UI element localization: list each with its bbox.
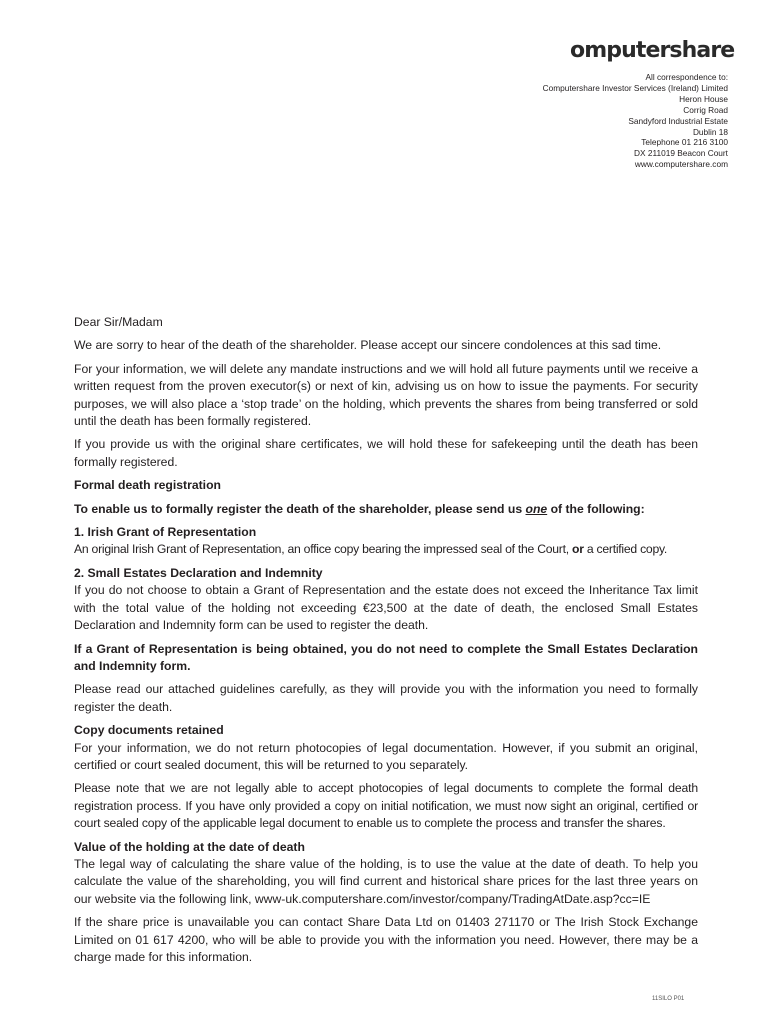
- grant-text-post: a certified copy.: [583, 542, 668, 557]
- paragraph-small-estates: If you do not choose to obtain a Grant of Representation and the estate does not exceed the Inheritance Tax limit with the total value of the holding not exceeding €23,500 at the date of death, the enclosed Small Estates Declaration and Indemnity form can be used to register the death.: [74, 583, 698, 633]
- heading-irish-grant: 1. Irish Grant of Representation: [74, 525, 257, 540]
- salutation: Dear Sir/Madam: [74, 315, 163, 329]
- paragraph-mandate: For your information, we will delete any mandate instructions and we will hold all future payments until we receive a written request from the proven executor(s) or next of kin, advising us on how to issue the payments. For security purposes, we will also place a ‘stop trade’ on the holding, which prevents the shares from being transferred or sold until the death has been formally registered.: [74, 361, 698, 429]
- computershare-logo: [570, 36, 735, 66]
- address-line: Heron House: [679, 93, 728, 104]
- heading-small-estates: 2. Small Estates Declaration and Indemnity: [74, 565, 323, 580]
- letter-body: [74, 314, 698, 972]
- address-line: DX 211019 Beacon Court: [634, 148, 728, 159]
- address-line: Telephone 01 216 3100: [641, 137, 728, 148]
- paragraph-holding-value: The legal way of calculating the share value of the holding, is to use the value at the date of death. To help you calculate the value of the shareholding, you will find current and historical share prices for the last three years on our website via the following link, www-uk.computershare.com/investor/company/TradingAtDate.asp?cc=IE: [74, 856, 698, 906]
- enable-text-emphasis: one: [525, 501, 548, 516]
- address-line: www.computershare.com: [634, 159, 728, 170]
- address-line: Sandyford Industrial Estate: [628, 115, 728, 126]
- paragraph-guidelines: Please read our attached guidelines carefully, as they will provide you with the information you need to formally register the death.: [74, 682, 698, 714]
- document-code: 11SILO P01: [652, 996, 685, 1002]
- heading-enable-registration: [74, 501, 698, 518]
- correspondence-address: [428, 72, 728, 170]
- paragraph-certificates: If you provide us with the original share certificates, we will hold these for safekeeping until the death has been formally registered.: [74, 437, 698, 469]
- note-grant-obtained: If a Grant of Representation is being obtained, you do not need to complete the Small Estates Declaration and Indemnity form.: [74, 641, 698, 673]
- heading-copy-documents: Copy documents retained: [74, 723, 224, 738]
- paragraph-condolences: We are sorry to hear of the death of the shareholder. Please accept our sincere condolences at this sad time.: [74, 338, 662, 353]
- paragraph-irish-grant: [74, 541, 698, 558]
- address-line: All correspondence to:: [645, 72, 728, 82]
- address-line: Corrig Road: [683, 104, 728, 115]
- paragraph-photocopy-note: Please note that we are not legally able to accept photocopies of legal documents to complete the formal death registration process. If you have only provided a copy on initial notification, we must now sight an original, certified or court sealed copy of the applicable legal document to enable us to complete the process and transfer the shares.: [74, 781, 698, 831]
- paragraph-copy-documents: For your information, we do not return photocopies of legal documentation. However, if you submit an original, certified or court sealed document, this will be returned to you separately.: [74, 740, 698, 772]
- heading-formal-registration: Formal death registration: [74, 478, 221, 493]
- grant-text-pre: An original Irish Grant of Representation, an office copy bearing the impressed seal of the Court,: [74, 542, 573, 557]
- paragraph-share-data: If the share price is unavailable you can contact Share Data Ltd on 01403 271170 or The Irish Stock Exchange Limited on 01 617 4200, who will be able to provide you with the information you need. However, there may be a charge made for this information.: [74, 915, 698, 964]
- address-line: Computershare Investor Services (Ireland) Limited: [542, 82, 728, 93]
- address-line: Dublin 18: [692, 126, 728, 137]
- grant-text-or: or: [572, 542, 584, 557]
- enable-text-post: of the following:: [547, 501, 645, 516]
- heading-holding-value: Value of the holding at the date of death: [74, 839, 305, 854]
- enable-text-pre: To enable us to formally register the death of the shareholder, please send us: [74, 501, 526, 516]
- logo-wordmark: omputershare: [570, 38, 735, 63]
